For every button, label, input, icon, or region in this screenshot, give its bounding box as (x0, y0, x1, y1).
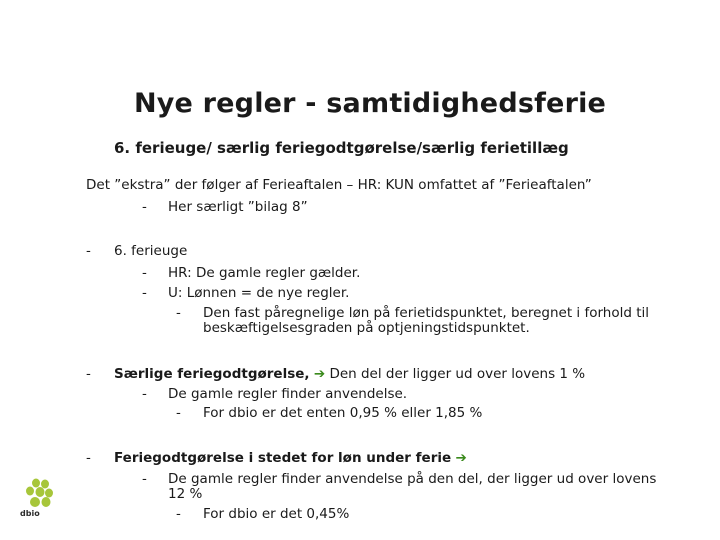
bullet-dash: - (86, 366, 91, 382)
bullet-dash: - (142, 471, 147, 487)
list-subitem: Den fast påregnelige løn på ferietidspunktet, beregnet i forhold til (203, 305, 650, 321)
list-item: De gamle regler finder anvendelse. (168, 386, 408, 402)
bullet-dash: - (176, 305, 181, 321)
list-item: U: Lønnen = de nye regler. (168, 285, 350, 301)
slide-subtitle: 6. ferieuge/ særlig feriegodtgørelse/særlig ferietillæg (114, 139, 569, 157)
heading-rest-text: Den del der ligger ud over lovens 1 % (329, 366, 586, 382)
arrow-right-icon: ➔ (313, 366, 326, 382)
intro-subtext: Her særligt ”bilag 8” (168, 199, 308, 215)
intro-text: Det ”ekstra” der følger af Ferieaftalen – HR: KUN omfattet af ”Ferieaftalen” (86, 177, 592, 193)
list-subitem: For dbio er det enten 0,95 % eller 1,85 % (203, 405, 483, 421)
section-heading-saerlig-feriegodtgoerelse (114, 366, 585, 382)
list-subitem: beskæftigelsesgraden på optjeningstidspunktet. (203, 320, 530, 336)
bullet-dash: - (142, 199, 147, 215)
list-item-continued: 12 % (168, 486, 203, 502)
bullet-dash: - (142, 386, 147, 402)
bullet-dash: - (176, 506, 181, 522)
section-heading-6-ferieuge: 6. ferieuge (114, 243, 188, 259)
heading-bold-text: Særlige feriegodtgørelse, (114, 366, 310, 382)
slide-title: Nye regler - samtidighedsferie (133, 88, 607, 119)
bullet-dash: - (142, 265, 147, 281)
bullet-dash: - (142, 285, 147, 301)
section-heading-feriegodtgoerelse (114, 450, 467, 466)
heading-bold-text: Feriegodtgørelse i stedet for løn under ferie (114, 450, 452, 466)
bullet-dash: - (176, 405, 181, 421)
list-item: HR: De gamle regler gælder. (168, 265, 361, 281)
bullet-dash: - (86, 243, 91, 259)
bullet-dash: - (86, 450, 91, 466)
logo-text: dbio (20, 509, 40, 518)
list-item: De gamle regler finder anvendelse på den del, der ligger ud over lovens (168, 471, 657, 487)
list-subitem: For dbio er det 0,45% (203, 506, 350, 522)
arrow-right-icon: ➔ (455, 450, 467, 466)
